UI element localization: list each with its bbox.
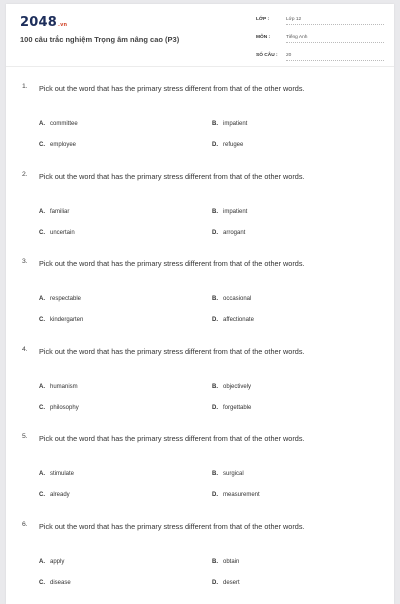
question-5 [6,428,394,516]
option-a[interactable] [39,471,74,477]
question-text: Pick out the word that has the primary stress different from that of the other words. [39,171,305,181]
option-text: humanism [50,383,78,390]
option-a[interactable] [39,121,78,127]
question-number: 2. [22,170,28,178]
meta-label: LỚP : [256,17,270,22]
option-key: A. [39,471,45,477]
question-text: Pick out the word that has the primary stress different from that of the other words. [39,521,305,531]
option-text: respectable [50,296,82,302]
option-b[interactable] [212,209,247,215]
document-page [6,4,394,604]
question-number: 5. [22,433,28,440]
option-d[interactable] [212,142,243,148]
document-title: 100 câu trắc nghiệm Trọng âm nâng cao (P3) [20,35,180,44]
option-a[interactable] [39,296,81,302]
question-4 [6,341,394,429]
question-number: 4. [22,345,28,353]
site-logo[interactable] [20,15,67,30]
question-number: 6. [22,520,28,528]
meta-value: Lớp 12 [286,17,384,25]
option-c[interactable] [39,405,79,411]
option-text: apply [50,558,65,565]
option-a[interactable] [39,384,78,390]
option-key: D. [212,404,218,411]
option-d[interactable] [212,492,260,498]
option-text: disease [50,579,71,586]
option-d[interactable] [212,317,254,323]
meta-row-class [256,13,384,31]
question-number: 3. [22,258,28,265]
document-meta [256,13,384,67]
option-b[interactable] [212,121,247,127]
option-key: B. [212,558,218,565]
option-key: B. [212,471,218,477]
option-key: A. [39,121,45,127]
meta-value: Tiếng Anh [286,35,384,43]
question-text: Pick out the word that has the primary stress different from that of the other words. [39,84,305,93]
option-text: desert [223,579,240,586]
option-key: C. [39,579,45,586]
meta-value: 20 [286,53,384,61]
option-key: B. [212,383,218,390]
option-key: C. [39,142,45,148]
option-text: obtain [223,558,240,565]
option-text: uncertain [50,229,75,236]
option-text: refugee [223,142,244,148]
question-text: Pick out the word that has the primary stress different from that of the other words. [39,346,305,356]
option-text: measurement [223,492,260,498]
option-b[interactable] [212,471,244,477]
option-text: occasional [223,296,252,302]
option-key: D. [212,579,218,586]
option-c[interactable] [39,142,76,148]
option-key: C. [39,492,45,498]
option-a[interactable] [39,209,69,215]
option-text: already [50,492,70,498]
option-text: kindergarten [50,317,84,323]
option-a[interactable] [39,559,64,565]
option-key: D. [212,317,218,323]
option-text: employee [50,142,77,148]
option-key: A. [39,296,45,302]
meta-row-count [256,49,384,67]
option-text: impatient [223,121,248,127]
question-text: Pick out the word that has the primary stress different from that of the other words. [39,259,305,268]
meta-label: SỐ CÂU : [256,53,278,58]
option-b[interactable] [212,296,251,302]
question-6 [6,516,394,604]
question-list [6,78,394,603]
option-text: philosophy [50,404,79,411]
option-text: surgical [223,471,244,477]
option-d[interactable] [212,405,251,411]
question-1 [6,78,394,166]
option-key: A. [39,558,45,565]
option-b[interactable] [212,559,239,565]
option-key: A. [39,208,45,215]
option-key: B. [212,208,218,215]
option-text: impatient [223,208,248,215]
option-text: affectionate [223,317,254,323]
logo-suffix: .vn [57,22,68,28]
logo-main: 2048 [20,15,57,30]
meta-row-subject [256,31,384,49]
question-number: 1. [22,83,28,90]
option-key: C. [39,404,45,411]
option-key: A. [39,383,45,390]
option-text: objectively [223,383,252,390]
question-3 [6,253,394,341]
option-c[interactable] [39,230,75,236]
option-text: committee [50,121,78,127]
option-d[interactable] [212,230,245,236]
option-text: arrogant [223,229,246,236]
option-text: familiar [50,208,70,215]
option-b[interactable] [212,384,251,390]
question-text: Pick out the word that has the primary stress different from that of the other words. [39,434,305,443]
meta-label: MÔN : [256,35,271,40]
option-key: D. [212,142,218,148]
option-c[interactable] [39,580,71,586]
option-key: C. [39,229,45,236]
document-header [6,4,394,66]
option-d[interactable] [212,580,240,586]
option-c[interactable] [39,492,70,498]
option-c[interactable] [39,317,83,323]
header-divider [6,66,394,67]
option-key: B. [212,296,218,302]
option-key: D. [212,229,218,236]
option-text: stimulate [50,471,75,477]
option-text: forgettable [223,404,252,411]
option-key: C. [39,317,45,323]
option-key: D. [212,492,218,498]
option-key: B. [212,121,218,127]
question-2 [6,166,394,254]
